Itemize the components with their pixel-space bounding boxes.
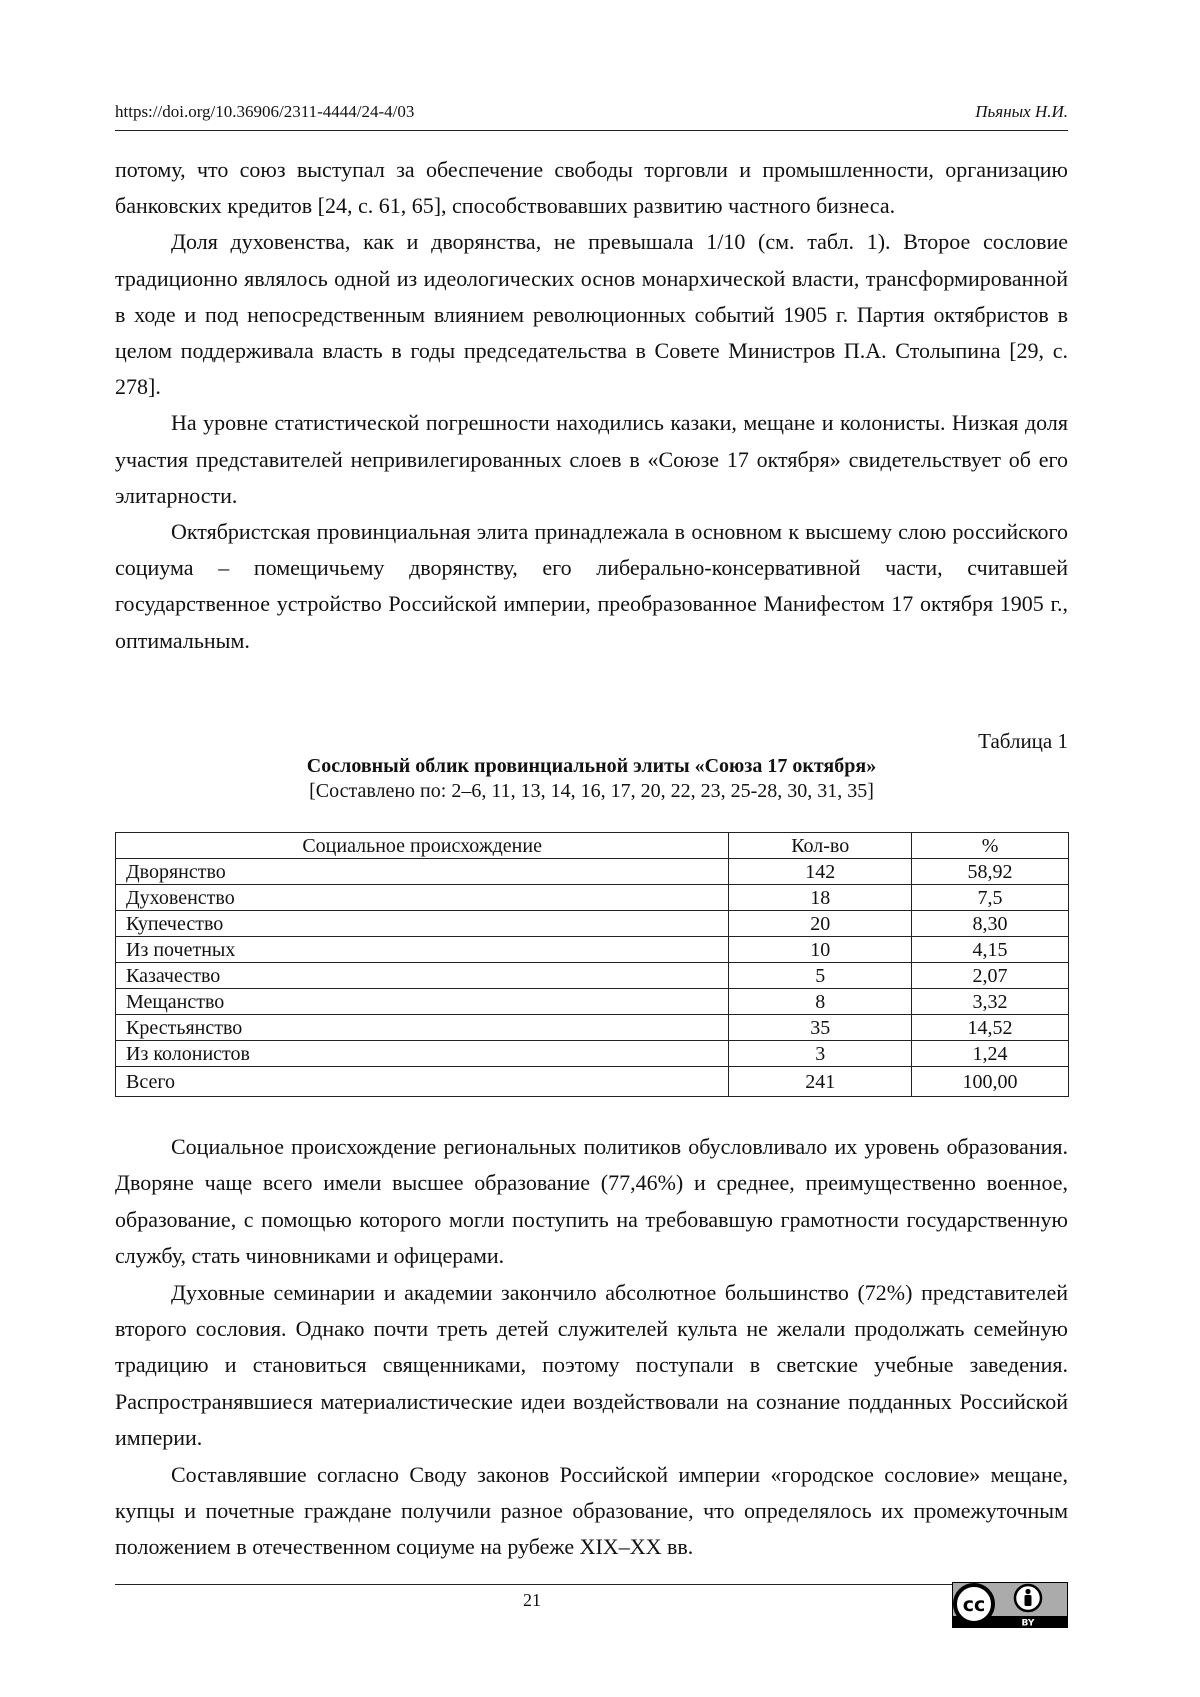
- table-label: Таблица 1: [978, 729, 1068, 753]
- cell-count: 35: [729, 1015, 912, 1041]
- table-row: [116, 911, 1069, 937]
- cell-origin: Духовенство: [116, 885, 729, 911]
- table-row: [116, 885, 1069, 911]
- cell-percent: 4,15: [912, 937, 1069, 963]
- cell-origin: Дворянство: [116, 859, 729, 885]
- paragraph: Социальное происхождение региональных политиков обусловливало их уровень образования. Дворяне чаще всего имели высшее образование (77,46%) и среднее, преимущественно военное, образование, с помощью которого могли поступить на требовавшую грамотности государственную службу, стать чиновниками и офицерами.: [115, 1134, 1068, 1269]
- cc-icon-glyph: cc: [962, 1594, 986, 1616]
- cell-origin: Купечество: [116, 911, 729, 937]
- table-source: [Составлено по: 2–6, 11, 13, 14, 16, 17, 20, 22, 23, 25-28, 30, 31, 35]: [309, 780, 874, 802]
- table-row: [116, 937, 1069, 963]
- paragraph: потому, что союз выступал за обеспечение свободы торговли и промышленности, организацию банковских кредитов [24, с. 61, 65], способствовавших развитию частного бизнеса.: [115, 157, 1068, 219]
- table-title: Сословный облик провинциальной элиты «Союза 17 октября»: [306, 755, 877, 777]
- paragraph: Октябристская провинциальная элита принадлежала в основном к высшему слою российского социума – помещичьему дворянству, его либерально-консервативной части, считавшей государственное устройство Российской империи, преобразованное Манифестом 17 октября 1905 г., оптимальным.: [115, 519, 1068, 653]
- table-row: [116, 963, 1069, 989]
- cell-count: 241: [729, 1067, 912, 1097]
- table-total-row: [116, 1067, 1069, 1097]
- paragraph: На уровне статистической погрешности находились казаки, мещане и колонисты. Низкая доля участия представителей непривилегированных слоев в «Союзе 17 октября» свидетельствует об его элитарности.: [115, 410, 1068, 508]
- table-row: [116, 859, 1069, 885]
- footer-divider: [115, 1584, 953, 1585]
- cc-by-icon[interactable]: [952, 1582, 1068, 1628]
- author-name: Пьяных Н.И.: [975, 102, 1068, 121]
- column-header-origin: Социальное происхождение: [116, 833, 729, 859]
- cell-origin: Из колонистов: [116, 1041, 729, 1067]
- table-row: [116, 989, 1069, 1015]
- cell-count: 142: [729, 859, 912, 885]
- table-caption: [115, 728, 1068, 804]
- cell-percent: 3,32: [912, 989, 1069, 1015]
- cell-percent: 2,07: [912, 963, 1069, 989]
- cell-count: 3: [729, 1041, 912, 1067]
- running-header: [115, 102, 1068, 131]
- table-row: [116, 1041, 1069, 1067]
- column-header-count: Кол-во: [729, 833, 912, 859]
- cell-percent: 100,00: [912, 1067, 1069, 1097]
- cell-percent: 8,30: [912, 911, 1069, 937]
- cell-percent: 1,24: [912, 1041, 1069, 1067]
- column-header-percent: %: [912, 833, 1069, 859]
- person-icon-head: [1025, 1589, 1030, 1594]
- cell-origin: Казачество: [116, 963, 729, 989]
- cell-count: 5: [729, 963, 912, 989]
- cell-percent: 14,52: [912, 1015, 1069, 1041]
- cell-origin: Всего: [116, 1067, 729, 1097]
- table-row: [116, 1015, 1069, 1041]
- cell-count: 18: [729, 885, 912, 911]
- paragraph: Составлявшие согласно Своду законов Российской империи «городское сословие» мещане, купцы и почетные граждане получили разное образование, что определялось их промежуточным положением в отечественном социуме на рубеже XIX–XX вв.: [115, 1461, 1068, 1560]
- body-text-top: [115, 152, 1068, 659]
- table-header-row: [116, 833, 1069, 859]
- cell-count: 8: [729, 989, 912, 1015]
- cell-origin: Из почетных: [116, 937, 729, 963]
- paragraph: Доля духовенства, как и дворянства, не превышала 1/10 (см. табл. 1). Второе сословие традиционно являлось одной из идеологических основ монархической власти, трансформированной в ходе и под непосредственным влиянием революционных событий 1905 г. Партия октябристов в целом поддерживала власть в годы председательства в Совете Министров П.А. Столыпина [29, с. 278].: [115, 229, 1068, 400]
- person-icon-body: [1025, 1595, 1032, 1606]
- social-origin-table: [115, 832, 1069, 1097]
- page-number: 21: [523, 1590, 541, 1610]
- doi-link[interactable]: https://doi.org/10.36906/2311-4444/24-4/03: [115, 102, 415, 121]
- cc-by-label: BY: [1021, 1618, 1035, 1628]
- cell-percent: 58,92: [912, 859, 1069, 885]
- cell-origin: Крестьянство: [116, 1015, 729, 1041]
- cell-count: 10: [729, 937, 912, 963]
- paragraph: Духовные семинарии и академии закончило абсолютное большинство (72%) представителей второго сословия. Однако почти треть детей служителей культа не желали продолжать семейную традицию и становиться священниками, поэтому поступали в светские учебные заведения. Распространявшиеся материалистические идеи воздействовали на сознание подданных Российской империи.: [115, 1279, 1068, 1451]
- cell-percent: 7,5: [912, 885, 1069, 911]
- cell-origin: Мещанство: [116, 989, 729, 1015]
- cell-count: 20: [729, 911, 912, 937]
- body-text-bottom: [115, 1129, 1068, 1566]
